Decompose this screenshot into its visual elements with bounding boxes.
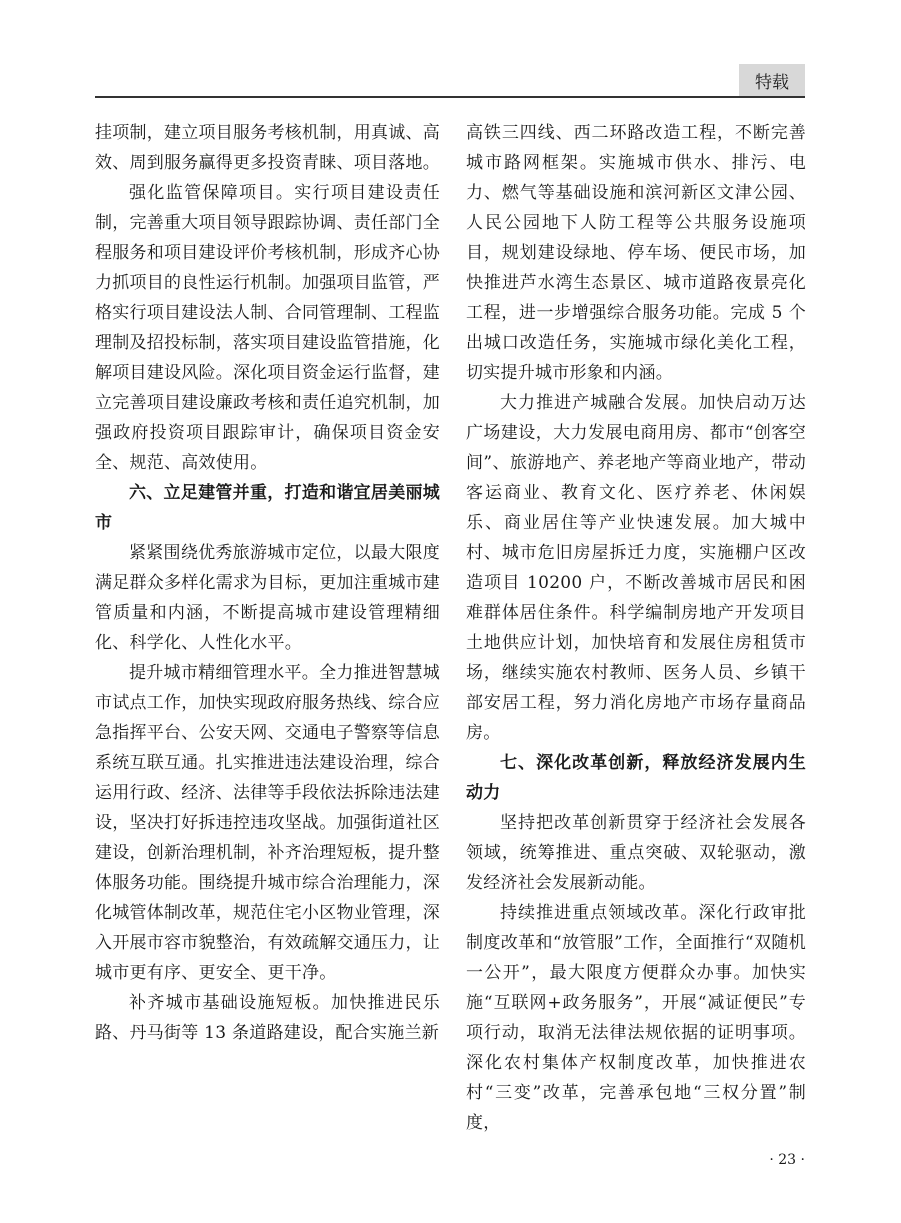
section-heading: 六、立足建管并重，打造和谐宜居美丽城市 — [95, 483, 440, 533]
page-number: · 23 · — [769, 1152, 805, 1168]
right-text-column — [466, 118, 806, 1138]
body-paragraph: 大力推进产城融合发展。加快启动万达广场建设，大力发展电商用房、都市“创客空间”、旅游地产、养老地产等商业地产，带动客运商业、教育文化、医疗养老、休闲娱乐、商业居住等产业快速发展。加大城中村、城市危旧房屋拆迁力度，实施棚户区改造项目 10200 户，不断改善城市居民和困难群体居住条件。科学编制房地产开发项目土地供应计划，加快培育和发展住房租赁市场，继续实施农村教师、医务人员、乡镇干部安居工程，努力消化房地产市场存量商品房。 — [466, 393, 806, 743]
section-heading: 七、深化改革创新，释放经济发展内生动力 — [466, 753, 806, 803]
section-label: 特载 — [755, 72, 789, 93]
body-paragraph: 坚持把改革创新贯穿于经济社会发展各领域，统筹推进、重点突破、双轮驱动，激发经济社会发展新动能。 — [466, 813, 806, 893]
section-header-tab — [739, 64, 805, 96]
left-text-column — [95, 118, 440, 1048]
body-paragraph: 挂项制，建立项目服务考核机制，用真诚、高效、周到服务赢得更多投资青睐、项目落地。 — [95, 123, 440, 173]
body-paragraph: 强化监管保障项目。实行项目建设责任制，完善重大项目领导跟踪协调、责任部门全程服务和项目建设评价考核机制，形成齐心协力抓项目的良性运行机制。加强项目监管，严格实行项目建设法人制、合同管理制、工程监理制及招投标制，落实项目建设监管措施，化解项目建设风险。深化项目资金运行监督，建立完善项目建设廉政考核和责任追究机制，加强政府投资项目跟踪审计，确保项目资金安全、规范、高效使用。 — [95, 183, 440, 473]
body-paragraph: 提升城市精细管理水平。全力推进智慧城市试点工作，加快实现政府服务热线、综合应急指挥平台、公安天网、交通电子警察等信息系统互联互通。扎实推进违法建设治理，综合运用行政、经济、法律等手段依法拆除违法建设，坚决打好拆违控违攻坚战。加强街道社区建设，创新治理机制，补齐治理短板，提升整体服务功能。围绕提升城市综合治理能力，深化城管体制改革，规范住宅小区物业管理，深入开展市容市貌整治，有效疏解交通压力，让城市更有序、更安全、更干净。 — [95, 663, 440, 983]
header-divider — [95, 96, 805, 98]
body-paragraph: 持续推进重点领域改革。深化行政审批制度改革和“放管服”工作，全面推行“双随机一公开”，最大限度方便群众办事。加快实施“互联网+政务服务”，开展“减证便民”专项行动，取消无法律法规依据的证明事项。深化农村集体产权制度改革，加快推进农村“三变”改革，完善承包地“三权分置”制度， — [466, 903, 806, 1133]
body-paragraph: 补齐城市基础设施短板。加快推进民乐路、丹马街等 13 条道路建设，配合实施兰新 — [95, 993, 440, 1043]
body-paragraph: 高铁三四线、西二环路改造工程，不断完善城市路网框架。实施城市供水、排污、电力、燃气等基础设施和滨河新区文津公园、人民公园地下人防工程等公共服务设施项目，规划建设绿地、停车场、便民市场，加快推进芦水湾生态景区、城市道路夜景亮化工程，进一步增强综合服务功能。完成 5 个出城口改造任务，实施城市绿化美化工程，切实提升城市形象和内涵。 — [466, 123, 806, 383]
body-paragraph: 紧紧围绕优秀旅游城市定位，以最大限度满足群众多样化需求为目标，更加注重城市建管质量和内涵，不断提高城市建设管理精细化、科学化、人性化水平。 — [95, 543, 440, 653]
